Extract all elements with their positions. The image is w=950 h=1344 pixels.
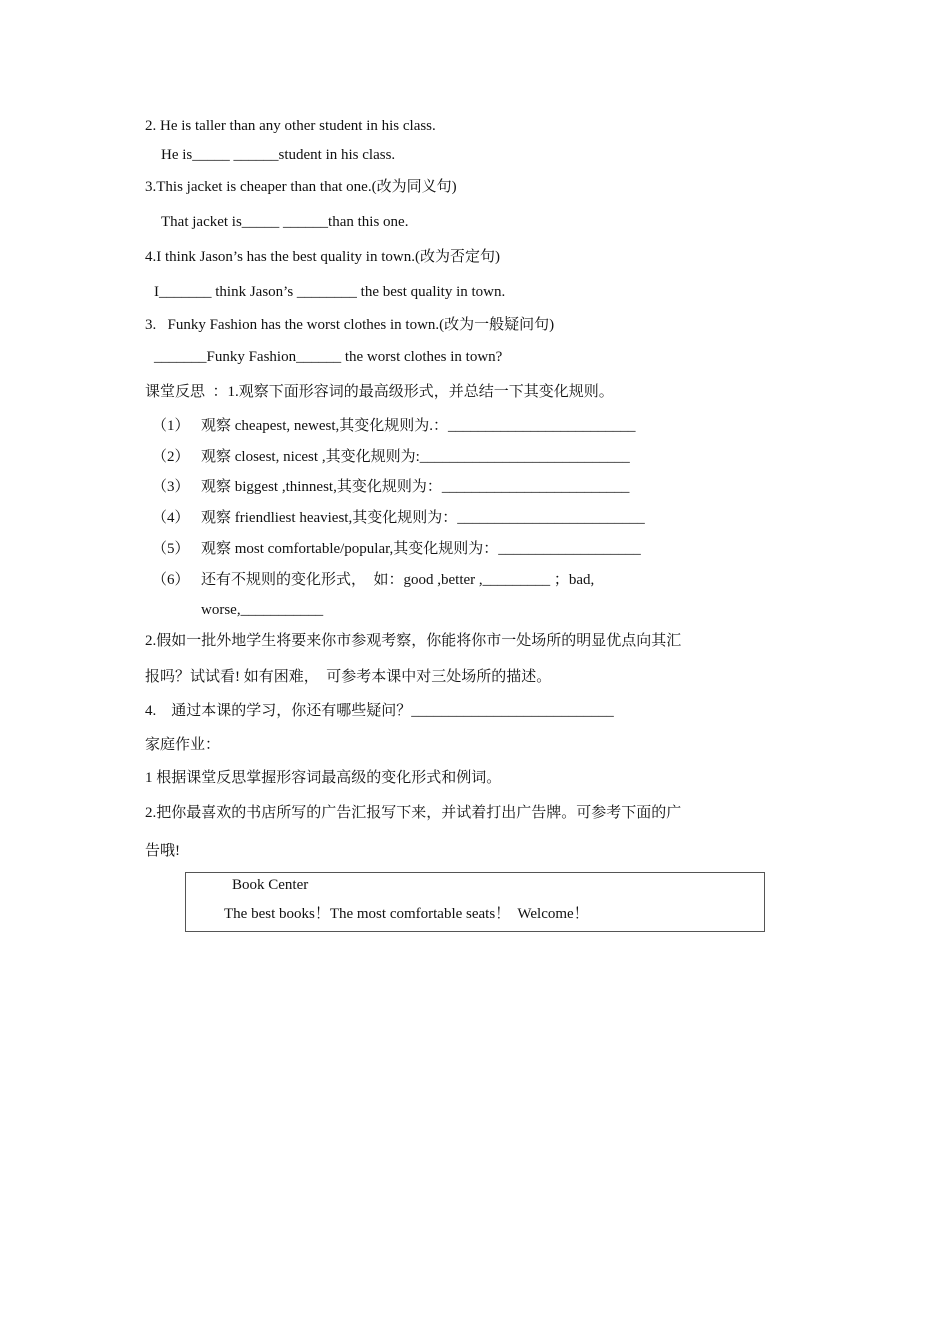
item-number: （2）: [152, 449, 190, 465]
item-text: 观察 friendliest heaviest,其变化规则为：_________________________: [201, 510, 645, 526]
item-number: （6）: [152, 572, 190, 588]
homework-item-2-line2: 告哦!: [145, 843, 180, 859]
exercise-line: That jacket is_____ ______than this one.: [161, 214, 409, 230]
ad-title: Book Center: [232, 877, 309, 893]
question-2-line2: 报吗？试试看! 如有困难， 可参考本课中对三处场所的描述。: [145, 669, 552, 685]
exercise-line: _______Funky Fashion______ the worst clothes in town?: [154, 349, 503, 365]
ad-text: The best books！The most comfortable seats！ Welcome！: [224, 906, 589, 922]
ad-sign-box: [185, 872, 765, 932]
exercise-line: 4.I think Jason’s has the best quality in town.(改为否定句): [145, 249, 500, 265]
item-text: 观察 cheapest, newest,其变化规则为.：_________________________: [201, 418, 636, 434]
item-number: （1）: [152, 418, 190, 434]
item-text: 观察 closest, nicest ,其变化规则为:____________________________: [201, 449, 630, 465]
exercise-line: I_______ think Jason’s ________ the best quality in town.: [154, 284, 506, 300]
item-text: 观察 biggest ,thinnest,其变化规则为：_________________________: [201, 479, 630, 495]
item-number: （4）: [152, 510, 190, 526]
homework-item-2-line1: 2.把你最喜欢的书店所写的广告汇报写下来，并试着打出广告牌。可参考下面的广: [145, 805, 682, 821]
item-text: 观察 most comfortable/popular,其变化规则为：___________________: [201, 541, 641, 557]
homework-item-1: 1 根据课堂反思掌握形容词最高级的变化形式和例词。: [145, 770, 502, 786]
question-4: 4. 通过本课的学习，你还有哪些疑问？___________________________: [145, 703, 614, 719]
exercise-line: 2. He is taller than any other student in his class.: [145, 118, 436, 134]
item-number: （3）: [152, 479, 190, 495]
exercise-line: 3.This jacket is cheaper than that one.(改为同义句): [145, 179, 457, 195]
item-continuation: worse,___________: [201, 602, 324, 618]
exercise-line: 3. Funky Fashion has the worst clothes in town.(改为一般疑问句): [145, 317, 555, 333]
reflection-heading: 课堂反思 ：1.观察下面形容词的最高级形式，并总结一下其变化规则。: [145, 384, 614, 400]
question-2-line1: 2.假如一批外地学生将要来你市参观考察，你能将你市一处场所的明显优点向其汇: [145, 633, 682, 649]
homework-heading: 家庭作业：: [145, 737, 221, 753]
exercise-line: He is_____ ______student in his class.: [161, 147, 396, 163]
item-number: （5）: [152, 541, 190, 557]
item-text: 还有不规则的变化形式， 如：good ,better ,_________ ；bad,: [201, 572, 595, 588]
